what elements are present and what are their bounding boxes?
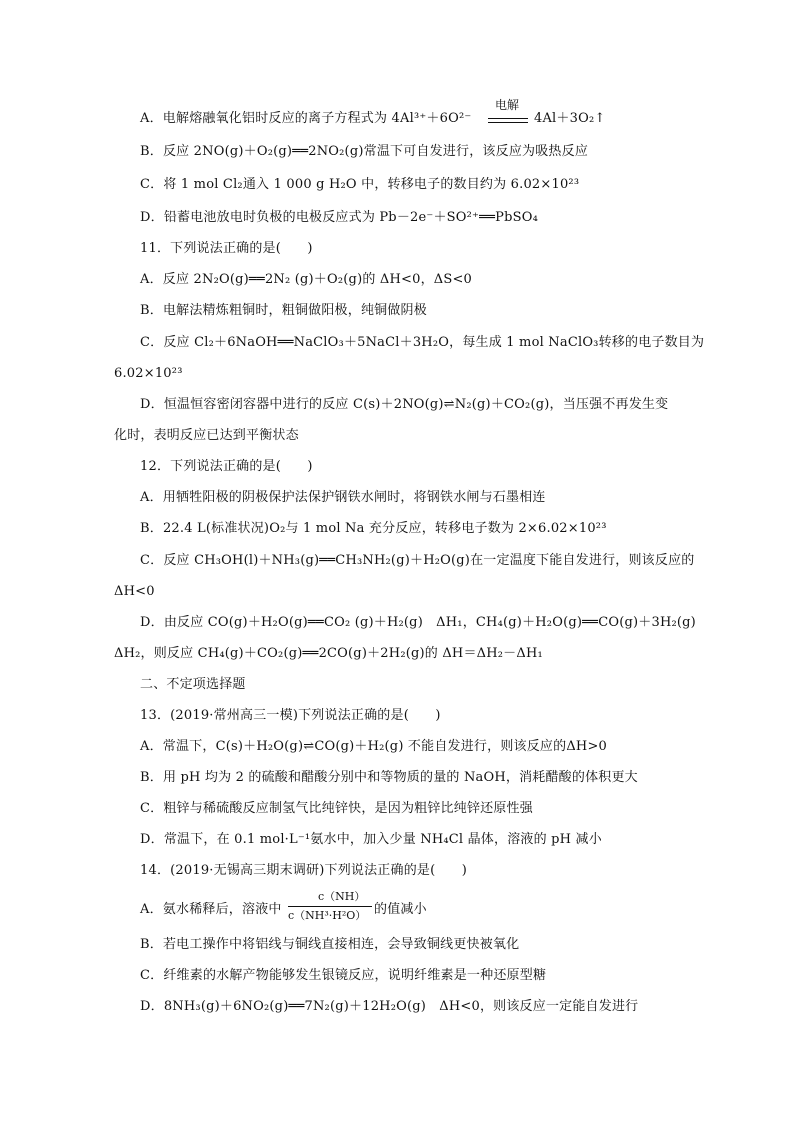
q13-option-d: D．常温下，在 0.1 mol·L⁻¹氨水中，加入少量 NH₄Cl 晶体，溶液的 pH 减小 [140,832,602,847]
q11-option-d-line2: 化时，表明反应已达到平衡状态 [114,428,299,443]
q10-option-a-suffix: 4Al＋3O₂↑ [534,111,606,126]
q14-stem: 14．(2019·无锡高三期末调研)下列说法正确的是( ) [140,863,468,878]
section-heading: 二、不定项选择题 [140,677,246,692]
q12-option-c-line2: ΔH<0 [114,584,155,599]
q12-option-b: B．22.4 L(标准状况)O₂与 1 mol Na 充分反应，转移电子数为 2×6.02×10²³ [140,521,607,536]
q14-option-d: D．8NH₃(g)＋6NO₂(g)══7N₂(g)＋12H₂O(g) ΔH<0，则该反应一定能自发进行 [140,999,639,1014]
q10-option-b: B．反应 2NO(g)＋O₂(g)══2NO₂(g)常温下可自发进行，该反应为吸热反应 [140,144,589,159]
q10-option-a-prefix: A．电解熔融氧化铝时反应的离子方程式为 4Al³⁺＋6O²⁻ [140,111,472,126]
q10-option-c: C．将 1 mol Cl₂通入 1 000 g H₂O 中，转移电子的数目约为 6.02×10²³ [140,177,580,192]
q14-option-b: B．若电工操作中将铝线与铜线直接相连，会导致铜线更快被氧化 [140,937,520,952]
q12-option-c-line1: C．反应 CH₃OH(l)＋NH₃(g)══CH₃NH₂(g)＋H₂O(g)在一定温度下能自发进行，则该反应的 [140,553,695,568]
q14-option-a-suffix: 的值减小 [374,902,427,917]
q13-option-b: B．用 pH 均为 2 的硫酸和醋酸分别中和等物质的量的 NaOH，消耗醋酸的体积更大 [140,770,638,785]
q13-option-a: A．常温下，C(s)＋H₂O(g)⇌CO(g)＋H₂(g) 不能自发进行，则该反应的ΔH>0 [140,739,608,754]
q12-option-d-line1: D．由反应 CO(g)＋H₂O(g)══CO₂ (g)＋H₂(g) ΔH₁，CH₄(g)＋H₂O(g)══CO(g)＋3H₂(g) [140,615,696,630]
q14-option-a-prefix: A．氨水稀释后，溶液中 [140,902,282,917]
q14-option-c: C．纤维素的水解产物能够发生银镜反应，说明纤维素是一种还原型糖 [140,968,547,983]
q12-option-d-line2: ΔH₂，则反应 CH₄(g)＋CO₂(g)══2CO(g)＋2H₂(g)的 ΔH＝ΔH₂－ΔH₁ [114,646,543,661]
q14-option-a-denominator: c（NH³·H²O） [288,909,367,922]
q12-stem: 12．下列说法正确的是( ) [140,459,313,474]
q12-option-a: A．用牺牲阳极的阴极保护法保护钢铁水闸时，将钢铁水闸与石墨相连 [140,490,546,505]
q11-option-a: A．反应 2N₂O(g)══2N₂ (g)＋O₂(g)的 ΔH<0，ΔS<0 [140,272,473,287]
q13-option-c: C．粗锌与稀硫酸反应制氢气比纯锌快，是因为粗锌比纯锌还原性强 [140,801,533,816]
q10-option-a [140,111,471,127]
q11-option-c-line1: C．反应 Cl₂＋6NaOH══NaClO₃＋5NaCl＋3H₂O，每生成 1 mol NaClO₃转移的电子数目为 [140,335,705,350]
q11-option-c-line2: 6.02×10²³ [114,366,183,381]
q14-option-a-numerator: c（NH） [318,890,366,903]
q10-option-d: D．铅蓄电池放电时负极的电极反应式为 Pb－2e⁻＋SO²⁺══PbSO₄ [140,210,538,225]
q13-stem: 13．(2019·常州高三一模)下列说法正确的是( ) [140,708,441,723]
q10-option-a-equals [488,118,528,123]
q14-option-a-fraction-bar [288,906,372,907]
q10-option-a-condition: 电解 [495,98,520,112]
q11-option-d-line1: D．恒温恒容密闭容器中进行的反应 C(s)＋2NO(g)⇌N₂(g)＋CO₂(g)，当压强不再发生变 [140,397,669,412]
q11-option-b: B．电解法精炼粗铜时，粗铜做阳极，纯铜做阴极 [140,303,427,318]
q11-stem: 11．下列说法正确的是( ) [140,241,313,256]
